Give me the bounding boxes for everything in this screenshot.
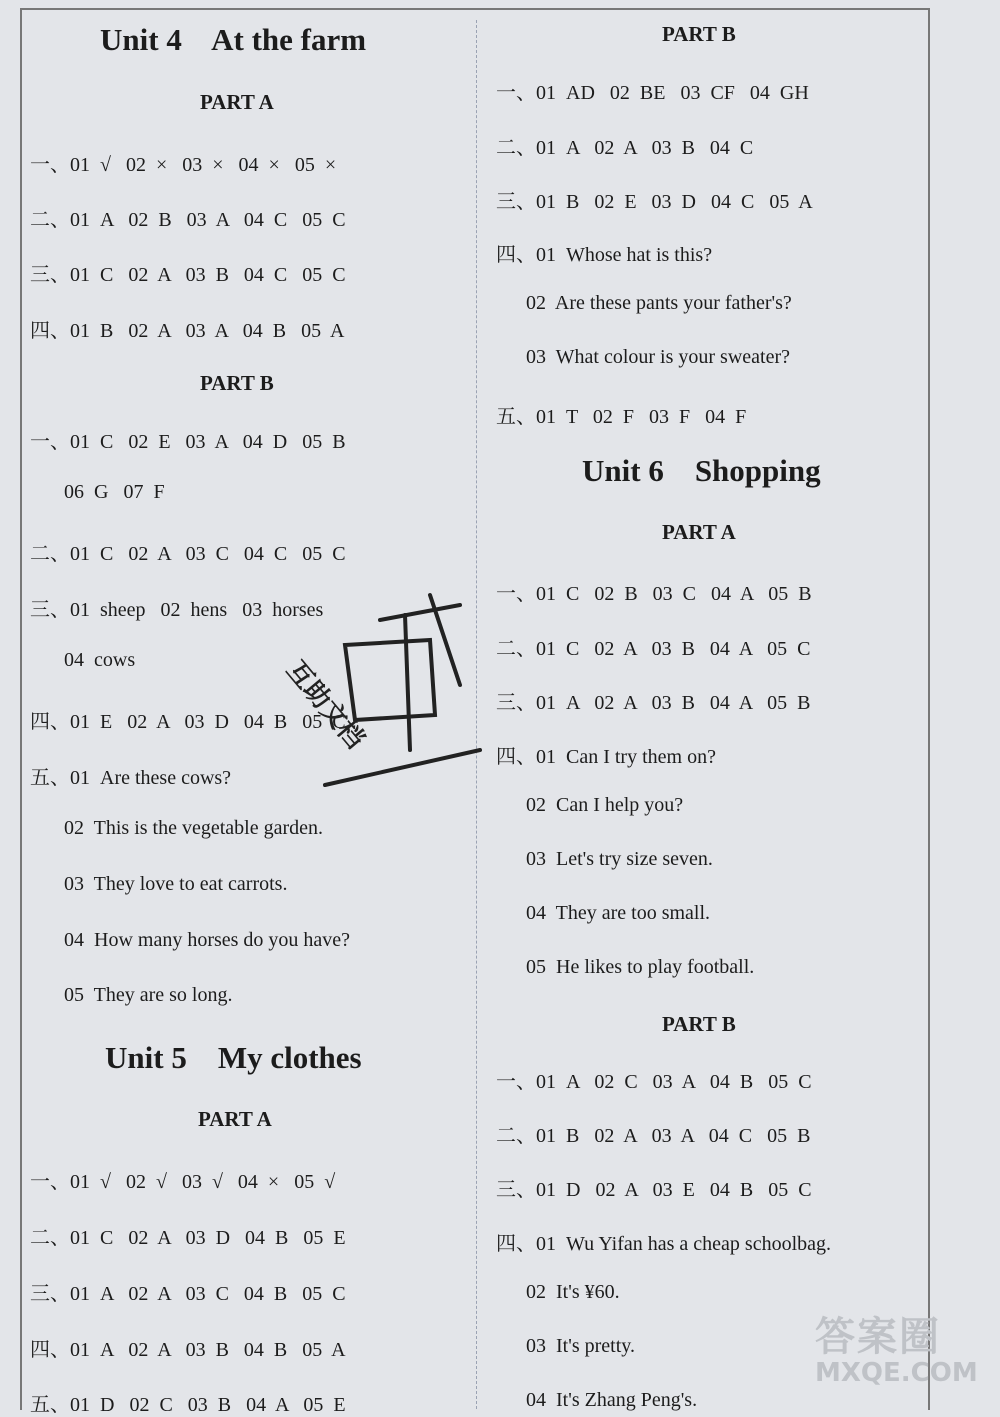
u4a-line-2: 二、01 A 02 B 03 A 04 C 05 C: [30, 209, 346, 231]
u6a-line-4: 四、01 Can I try them on?: [496, 746, 716, 768]
u4b-line-3b: 04 cows: [64, 649, 136, 671]
u5a-line-3: 三、01 A 02 A 03 C 04 B 05 C: [30, 1283, 346, 1305]
u6a-line-4e: 05 He likes to play football.: [526, 956, 755, 978]
u4b-line-5e: 05 They are so long.: [64, 984, 233, 1006]
u5b-line-2: 二、01 A 02 A 03 B 04 C: [496, 137, 754, 159]
u6b-line-4b: 02 It's ¥60.: [526, 1281, 620, 1303]
unit5-part-b-heading: PART B: [662, 22, 736, 46]
u6b-line-2: 二、01 B 02 A 03 A 04 C 05 B: [496, 1125, 811, 1147]
u4b-line-5b: 02 This is the vegetable garden.: [64, 817, 324, 839]
unit5-title: Unit 5 My clothes: [105, 1040, 362, 1075]
watermark-title: 答案圈: [815, 1314, 941, 1360]
u4b-line-1b: 06 G 07 F: [64, 481, 165, 503]
u6b-line-3: 三、01 D 02 A 03 E 04 B 05 C: [496, 1179, 812, 1201]
unit6-title: Unit 6 Shopping: [582, 453, 821, 488]
u6b-line-4: 四、01 Wu Yifan has a cheap schoolbag.: [496, 1233, 832, 1255]
u5a-line-1: 一、01 √ 02 √ 03 √ 04 × 05 √: [30, 1171, 336, 1193]
u5b-line-5: 五、01 T 02 F 03 F 04 F: [496, 406, 747, 428]
u4a-line-1: 一、01 √ 02 × 03 × 04 × 05 ×: [30, 154, 337, 176]
u5b-line-4c: 03 What colour is your sweater?: [526, 346, 790, 368]
unit5-part-a-heading: PART A: [198, 1107, 272, 1131]
u6a-line-1: 一、01 C 02 B 03 C 04 A 05 B: [496, 583, 812, 605]
unit6-part-b-heading: PART B: [662, 1012, 736, 1036]
u6a-line-3: 三、01 A 02 A 03 B 04 A 05 B: [496, 692, 811, 714]
u5b-line-1: 一、01 AD 02 BE 03 CF 04 GH: [496, 82, 809, 104]
unit4-part-b-heading: PART B: [200, 371, 274, 395]
u4b-line-5d: 04 How many horses do you have?: [64, 929, 351, 951]
u6b-line-4d: 04 It's Zhang Peng's.: [526, 1389, 698, 1411]
u5b-line-4b: 02 Are these pants your father's?: [526, 292, 792, 314]
u6a-line-4d: 04 They are too small.: [526, 902, 711, 924]
u5b-line-3: 三、01 B 02 E 03 D 04 C 05 A: [496, 191, 813, 213]
unit6-part-a-heading: PART A: [662, 520, 736, 544]
hand-drawn-stamp: [230, 575, 490, 805]
u6b-line-1: 一、01 A 02 C 03 A 04 B 05 C: [496, 1071, 812, 1093]
unit4-title: Unit 4 At the farm: [100, 22, 367, 57]
u5a-line-5: 五、01 D 02 C 03 B 04 A 05 E: [30, 1394, 346, 1416]
u5a-line-2: 二、01 C 02 A 03 D 04 B 05 E: [30, 1227, 346, 1249]
u4b-line-3: 三、01 sheep 02 hens 03 horses: [30, 599, 324, 621]
u5b-line-4: 四、01 Whose hat is this?: [496, 244, 713, 266]
u6b-line-4c: 03 It's pretty.: [526, 1335, 635, 1357]
watermark-logo: [815, 1305, 978, 1388]
u4b-line-5: 五、01 Are these cows?: [30, 767, 232, 789]
u5a-line-4: 四、01 A 02 A 03 B 04 B 05 A: [30, 1339, 346, 1361]
u6a-line-4b: 02 Can I help you?: [526, 794, 684, 816]
u4a-line-4: 四、01 B 02 A 03 A 04 B 05 A: [30, 320, 345, 342]
watermark-url: MXQE.COM: [815, 1358, 978, 1388]
u4a-line-3: 三、01 C 02 A 03 B 04 C 05 C: [30, 264, 346, 286]
u4b-line-5c: 03 They love to eat carrots.: [64, 873, 288, 895]
u6a-line-2: 二、01 C 02 A 03 B 04 A 05 C: [496, 638, 811, 660]
u4b-line-1: 一、01 C 02 E 03 A 04 D 05 B: [30, 431, 346, 453]
u4b-line-2: 二、01 C 02 A 03 C 04 C 05 C: [30, 543, 346, 565]
stamp-text: 互助文档: [280, 655, 371, 755]
u4b-line-4: 四、01 E 02 A 03 D 04 B 05 C: [30, 711, 346, 733]
u6a-line-4c: 03 Let's try size seven.: [526, 848, 713, 870]
stamp-strokes: [325, 595, 480, 785]
unit4-part-a-heading: PART A: [200, 90, 274, 114]
